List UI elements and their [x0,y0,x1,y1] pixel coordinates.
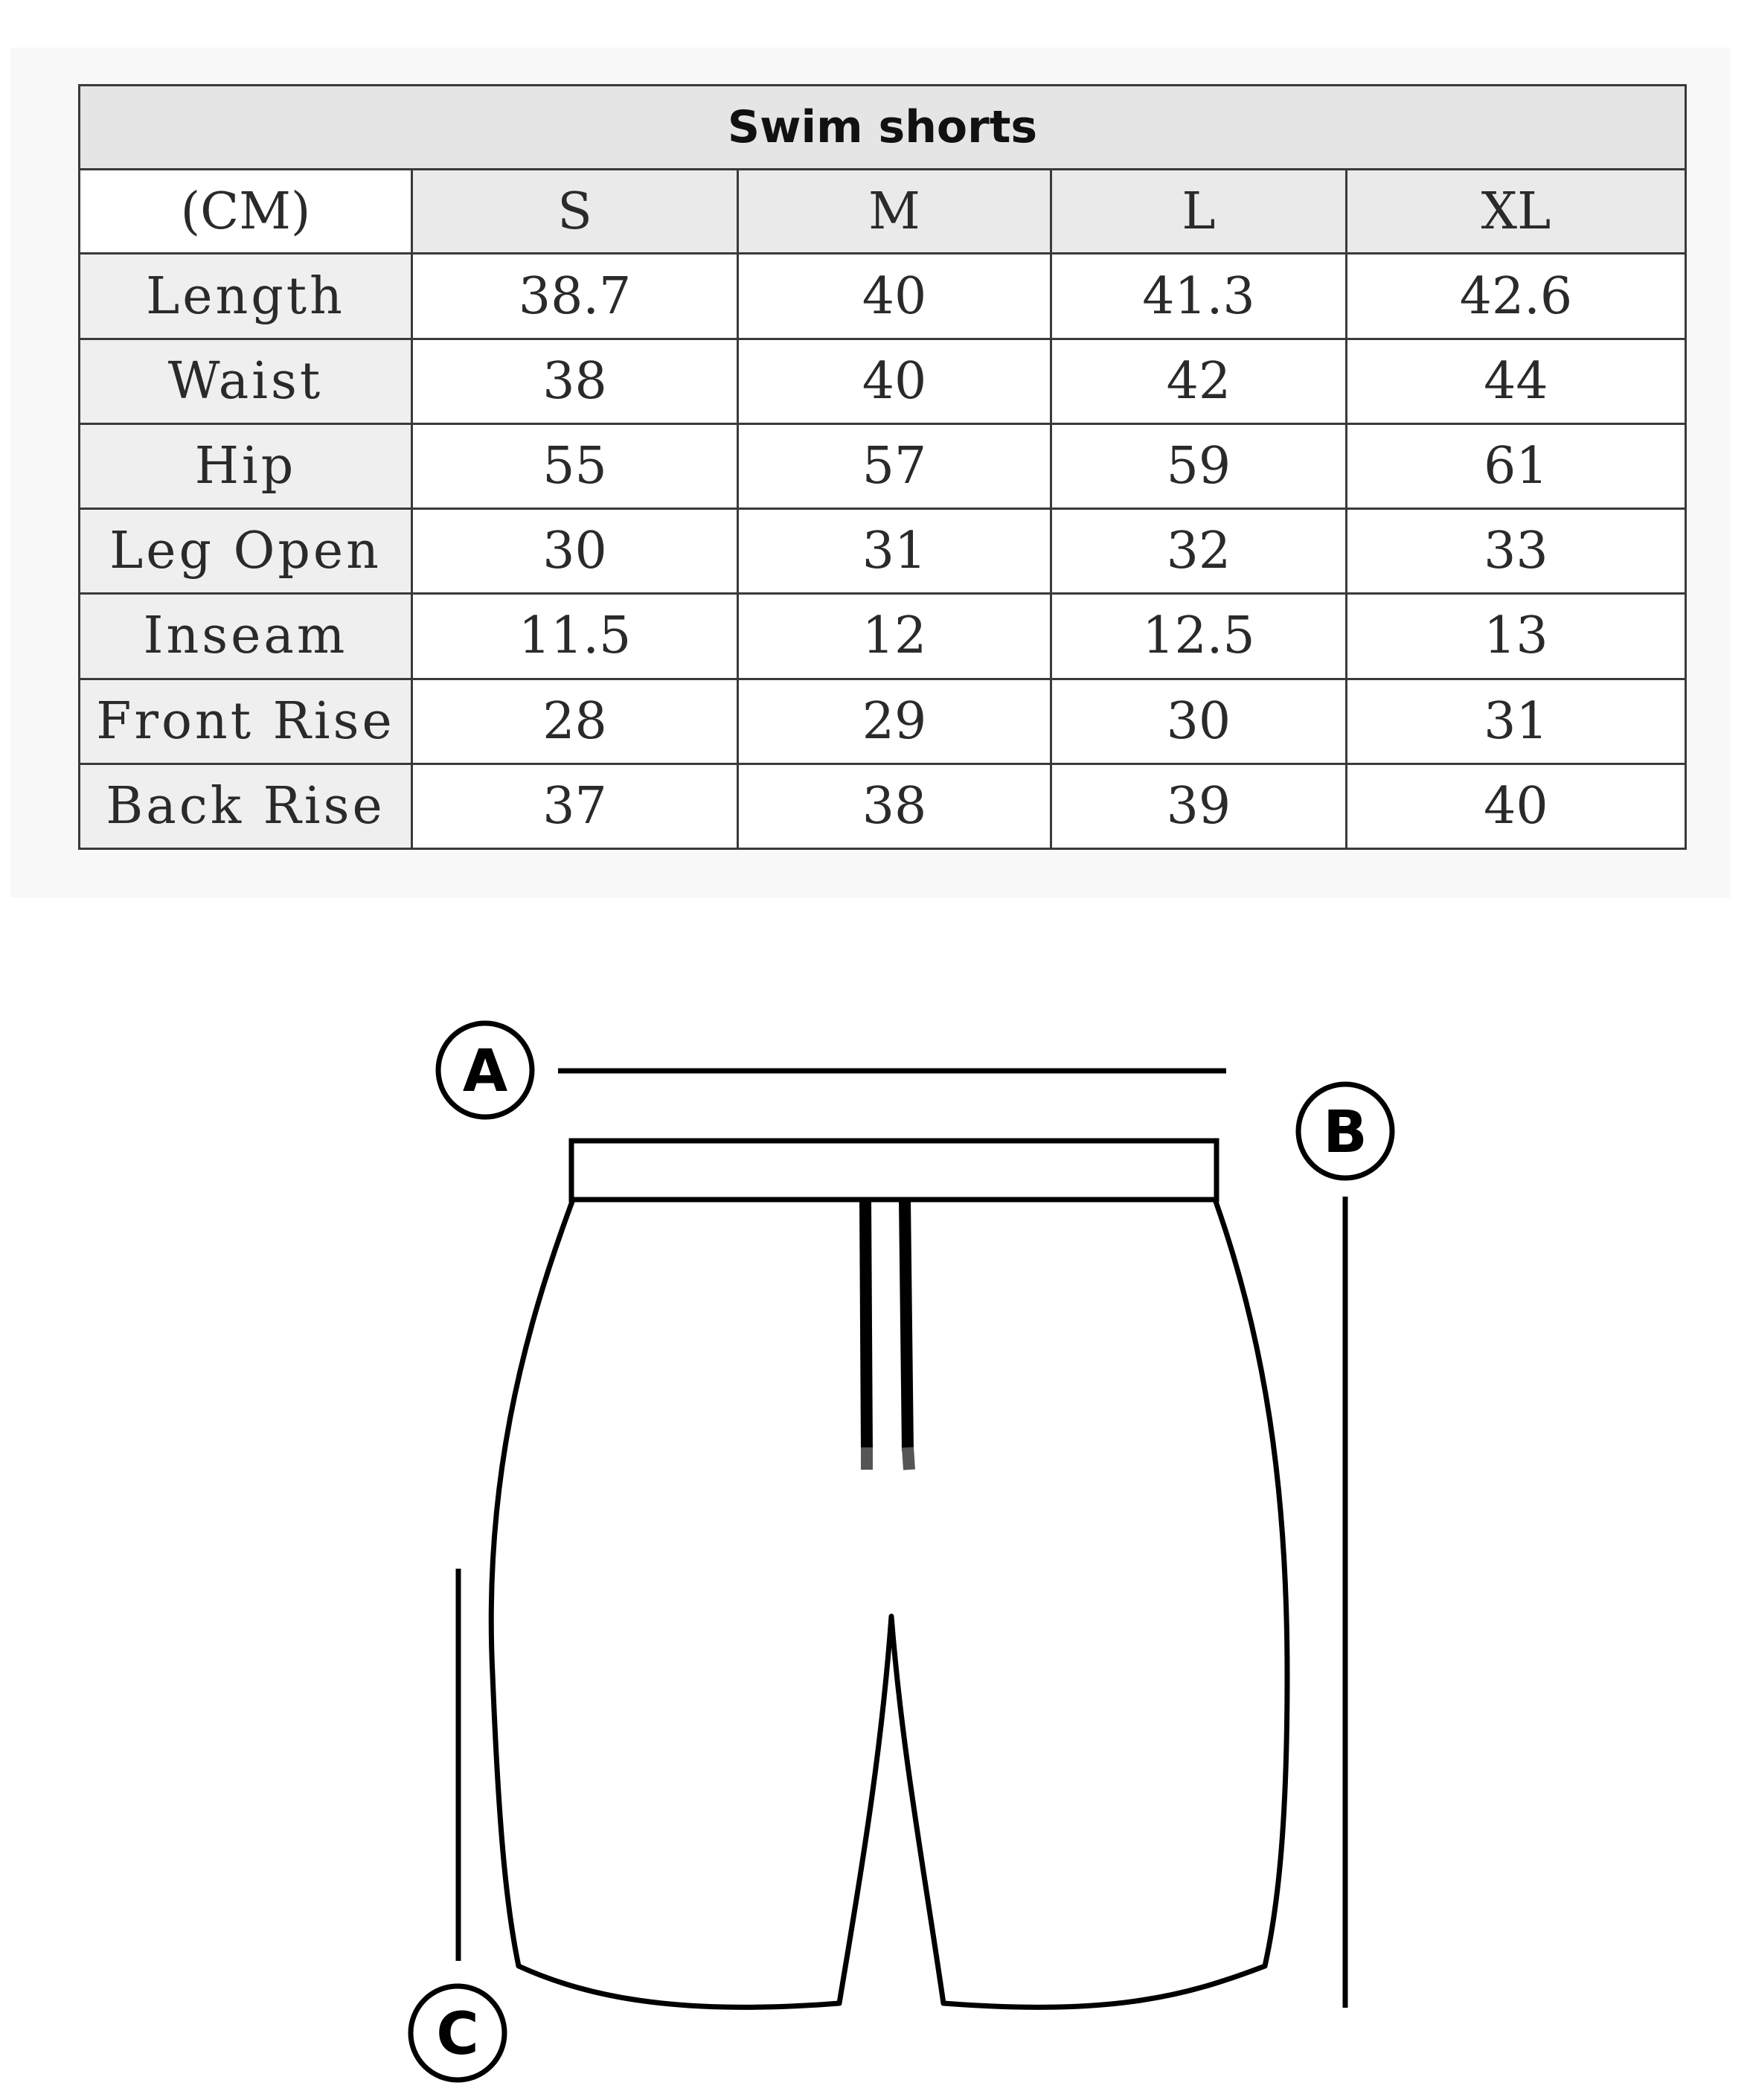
marker-c-label: C [436,2001,479,2068]
row-label-length: Length [80,254,412,339]
table-cell: 12 [738,594,1051,679]
size-header-m: M [738,170,1051,254]
marker-c [411,1986,504,2080]
table-cell: 30 [412,509,738,594]
table-cell: 31 [738,509,1051,594]
row-label-inseam: Inseam [80,594,412,679]
table-cell: 57 [738,423,1051,508]
table-cell: 11.5 [412,594,738,679]
row-label-back-rise: Back Rise [80,764,412,848]
table-title-row [80,86,1686,170]
size-header-row [80,170,1686,254]
waistband [571,1141,1217,1200]
table-cell: 41.3 [1051,254,1346,339]
table-cell: 40 [738,339,1051,423]
row-label-waist: Waist [80,339,412,423]
table-cell: 44 [1346,339,1685,423]
unit-label: (CM) [80,170,412,254]
row-label-leg-open: Leg Open [80,509,412,594]
table-cell: 42 [1051,339,1346,423]
table-cell: 13 [1346,594,1685,679]
size-chart-table [78,84,1687,850]
marker-b-label: B [1323,1099,1368,1166]
table-row [80,254,1686,339]
table-row [80,679,1686,764]
table-row [80,423,1686,508]
row-label-hip: Hip [80,423,412,508]
size-header-s: S [412,170,738,254]
table-cell: 59 [1051,423,1346,508]
table-row [80,594,1686,679]
row-label-front-rise: Front Rise [80,679,412,764]
table-cell: 40 [1346,764,1685,848]
shorts-outline [491,1200,1287,2007]
drawstring-left [865,1200,867,1451]
table-cell: 31 [1346,679,1685,764]
table-cell: 30 [1051,679,1346,764]
table-cell: 28 [412,679,738,764]
table-cell: 42.6 [1346,254,1685,339]
table-cell: 33 [1346,509,1685,594]
table-row [80,339,1686,423]
drawstring-right-tip [908,1447,909,1470]
size-header-xl: XL [1346,170,1685,254]
table-cell: 61 [1346,423,1685,508]
table-cell: 38 [738,764,1051,848]
table-cell: 38.7 [412,254,738,339]
table-cell: 40 [738,254,1051,339]
marker-a-label: A [462,1038,508,1105]
table-cell: 55 [412,423,738,508]
shorts-measurement-diagram [0,967,1750,2100]
marker-a [438,1023,532,1117]
table-row [80,509,1686,594]
table-cell: 37 [412,764,738,848]
size-header-l: L [1051,170,1346,254]
table-title: Swim shorts [80,86,1686,170]
table-cell: 12.5 [1051,594,1346,679]
drawstring-right [905,1200,908,1451]
table-row [80,764,1686,848]
table-cell: 32 [1051,509,1346,594]
table-cell: 39 [1051,764,1346,848]
table-cell: 29 [738,679,1051,764]
marker-b [1298,1084,1392,1178]
table-cell: 38 [412,339,738,423]
